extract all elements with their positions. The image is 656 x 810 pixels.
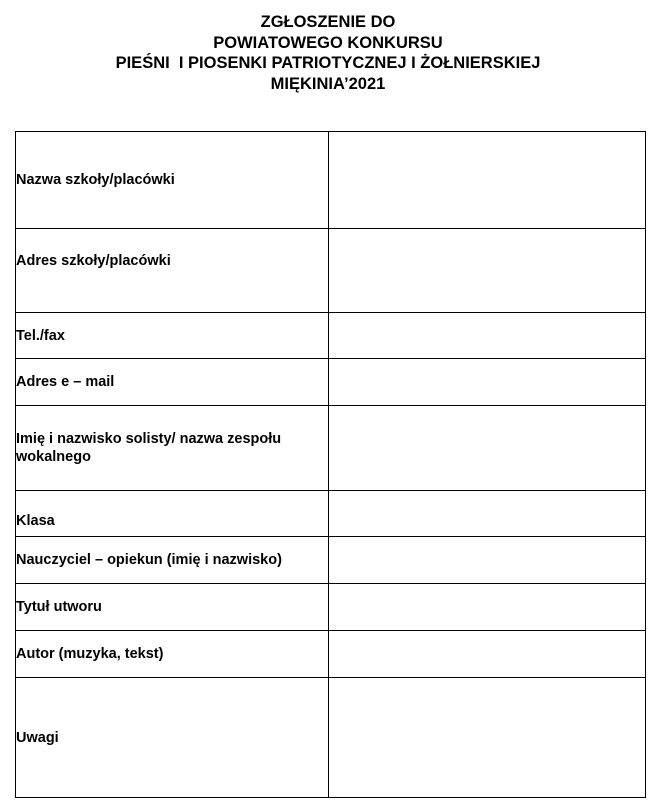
notes-label: Uwagi — [16, 678, 329, 798]
application-form-table — [15, 131, 646, 798]
title-line-2: POWIATOWEGO KONKURSU — [213, 33, 443, 52]
school-name-label: Nazwa szkoły/placówki — [16, 132, 329, 229]
song-title-field[interactable] — [329, 584, 646, 631]
document-title — [0, 12, 656, 94]
notes-field[interactable] — [329, 678, 646, 798]
class-field[interactable] — [329, 491, 646, 537]
phone-fax-label: Tel./fax — [16, 313, 329, 359]
title-line-1: ZGŁOSZENIE DO — [260, 13, 396, 31]
performer-name-field[interactable] — [329, 406, 646, 491]
performer-name-label: Imię i nazwisko solisty/ nazwa zespołu wokalnego — [16, 406, 329, 491]
teacher-field[interactable] — [329, 537, 646, 584]
title-line-4: MIĘKINIA’2021 — [270, 74, 386, 93]
form-row-school-name — [16, 132, 646, 229]
school-name-field[interactable] — [329, 132, 646, 229]
title-line-3: PIEŚNI I PIOSENKI PATRIOTYCZNEJ I ŻOŁNIERSKIEJ — [115, 54, 541, 72]
form-row-teacher — [16, 537, 646, 584]
form-row-email — [16, 359, 646, 406]
form-row-school-address — [16, 229, 646, 313]
form-row-author — [16, 631, 646, 678]
form-row-class — [16, 491, 646, 537]
author-field[interactable] — [329, 631, 646, 678]
author-label: Autor (muzyka, tekst) — [16, 631, 329, 678]
form-row-phone — [16, 313, 646, 359]
form-row-song-title — [16, 584, 646, 631]
class-label: Klasa — [16, 491, 329, 537]
email-label: Adres e – mail — [16, 359, 329, 406]
school-address-field[interactable] — [329, 229, 646, 313]
teacher-label: Nauczyciel – opiekun (imię i nazwisko) — [16, 537, 329, 584]
form-row-notes — [16, 678, 646, 798]
phone-fax-field[interactable] — [329, 313, 646, 359]
song-title-label: Tytuł utworu — [16, 584, 329, 631]
form-row-performer — [16, 406, 646, 491]
school-address-label: Adres szkoły/placówki — [16, 229, 329, 313]
email-field[interactable] — [329, 359, 646, 406]
